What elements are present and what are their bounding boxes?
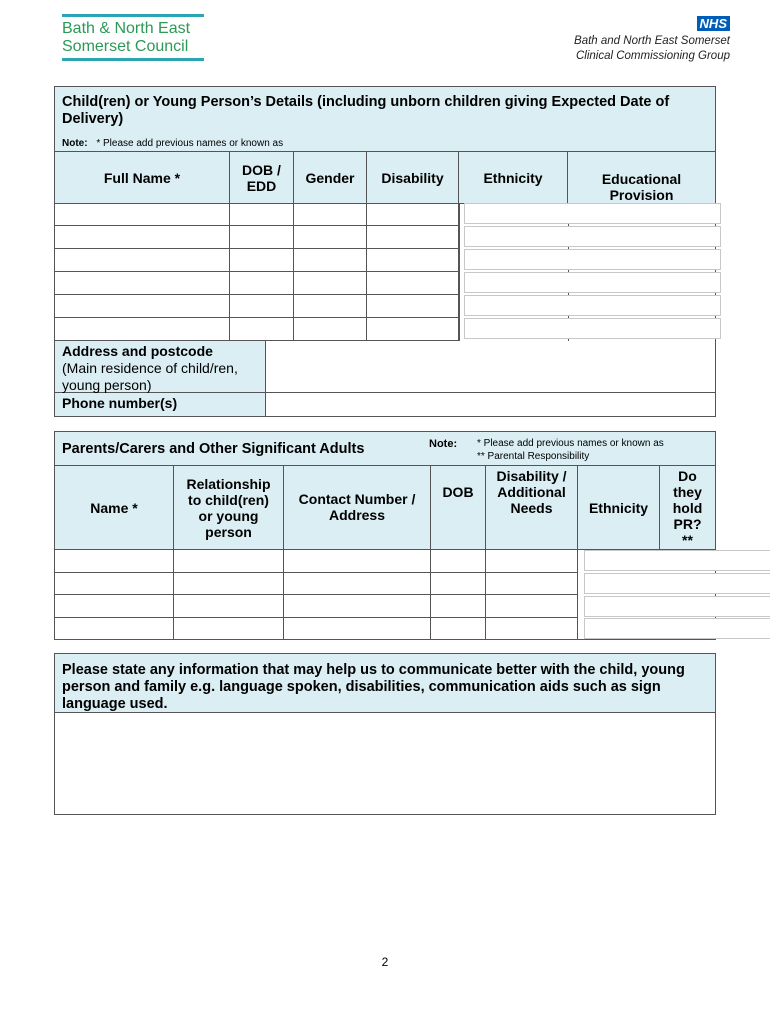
children-note-label: Note: [62, 138, 88, 149]
adult-row-1-name[interactable] [55, 550, 174, 573]
child-row-2-dob[interactable] [230, 226, 294, 249]
child-row-3-ethnicity-provision[interactable] [464, 249, 721, 270]
council-name-line2: Somerset Council [62, 38, 189, 55]
child-row-2-name[interactable] [55, 226, 230, 249]
address-label-bold: Address and postcode [62, 343, 213, 359]
col-full-name: Full Name * [55, 152, 230, 204]
communication-title: Please state any information that may help us to communicate better with the child, young person and family e.g. language spoken, disabilities, communication aids such as sign language used. [55, 654, 715, 713]
col-educational-provision: Educational Provision [568, 152, 715, 204]
children-note [62, 138, 283, 149]
child-row-4-gender[interactable] [294, 272, 367, 295]
page-number: 2 [381, 955, 389, 969]
council-logo [62, 14, 204, 61]
adult-row-4-relationship[interactable] [174, 618, 284, 639]
address-input[interactable] [266, 341, 715, 393]
child-row-3-disability[interactable] [367, 249, 459, 272]
adult-row-3-ethnicity-pr[interactable] [584, 596, 770, 617]
adult-row-2-ethnicity-pr[interactable] [584, 573, 770, 594]
child-row-2-disability[interactable] [367, 226, 459, 249]
child-row-2-ethnicity-provision[interactable] [464, 226, 721, 247]
child-row-1-ethnicity-provision[interactable] [464, 203, 721, 224]
phone-label: Phone number(s) [55, 393, 266, 416]
children-section-title: Child(ren) or Young Person’s Details (including unborn children giving Expected Date of Delivery) [62, 94, 670, 127]
child-row-4-dob[interactable] [230, 272, 294, 295]
parents-title-block [55, 432, 715, 466]
child-row-6-gender[interactable] [294, 318, 367, 341]
child-row-5-disability[interactable] [367, 295, 459, 318]
child-row-1-disability[interactable] [367, 204, 459, 226]
child-row-3-name[interactable] [55, 249, 230, 272]
adult-row-1-ethnicity-pr[interactable] [584, 550, 770, 571]
ccg-name [574, 34, 730, 64]
child-row-1-dob[interactable] [230, 204, 294, 226]
parents-note-label: Note: [429, 438, 458, 450]
communication-input[interactable] [55, 713, 715, 814]
parents-section-title: Parents/Carers and Other Significant Adults [62, 441, 365, 457]
child-row-2-gender[interactable] [294, 226, 367, 249]
col-gender: Gender [294, 152, 367, 204]
address-label-rest: (Main residence of child/ren, young person) [62, 360, 238, 393]
adult-row-4-ethnicity-pr[interactable] [584, 618, 770, 639]
adult-row-3-contact[interactable] [284, 595, 431, 618]
child-row-3-gender[interactable] [294, 249, 367, 272]
child-row-5-name[interactable] [55, 295, 230, 318]
adult-row-1-contact[interactable] [284, 550, 431, 573]
adult-row-4-dob[interactable] [431, 618, 486, 639]
child-row-6-dob[interactable] [230, 318, 294, 341]
adult-row-2-disability[interactable] [486, 573, 578, 595]
col-disability-needs: Disability / Additional Needs [486, 466, 578, 550]
children-note-text: * Please add previous names or known as [96, 138, 284, 149]
child-row-4-disability[interactable] [367, 272, 459, 295]
ethnicity-column-line [459, 204, 460, 341]
adult-row-4-name[interactable] [55, 618, 174, 639]
adult-row-1-disability[interactable] [486, 550, 578, 573]
council-name-line1: Bath & North East [62, 20, 191, 37]
child-row-3-dob[interactable] [230, 249, 294, 272]
communication-table [54, 653, 716, 815]
adult-row-1-relationship[interactable] [174, 550, 284, 573]
child-row-6-name[interactable] [55, 318, 230, 341]
child-row-1-name[interactable] [55, 204, 230, 226]
adult-row-3-disability[interactable] [486, 595, 578, 618]
adult-row-3-dob[interactable] [431, 595, 486, 618]
ccg-line1: Bath and North East Somerset [574, 35, 730, 47]
address-label [55, 341, 266, 393]
col-dob-edd: DOB / EDD [230, 152, 294, 204]
child-row-4-name[interactable] [55, 272, 230, 295]
adult-row-4-disability[interactable] [486, 618, 578, 639]
parent-ethnicity-column-line [577, 550, 578, 639]
col-contact: Contact Number / Address [284, 466, 431, 550]
children-title-block [55, 87, 715, 152]
adult-row-4-contact[interactable] [284, 618, 431, 639]
child-row-1-gender[interactable] [294, 204, 367, 226]
adult-row-2-contact[interactable] [284, 573, 431, 595]
col-hold-pr: Do they hold PR? ** [660, 466, 715, 550]
adult-row-3-name[interactable] [55, 595, 174, 618]
col-ethnicity: Ethnicity [459, 152, 568, 204]
col-disability: Disability [367, 152, 459, 204]
adult-row-1-dob[interactable] [431, 550, 486, 573]
col-dob: DOB [431, 466, 486, 550]
adult-row-2-name[interactable] [55, 573, 174, 595]
parents-note-line1: * Please add previous names or known as [477, 438, 664, 449]
child-row-5-dob[interactable] [230, 295, 294, 318]
phone-input[interactable] [266, 393, 715, 416]
adult-row-2-relationship[interactable] [174, 573, 284, 595]
col-parent-ethnicity: Ethnicity [578, 466, 660, 550]
child-row-4-ethnicity-provision[interactable] [464, 272, 721, 293]
adult-row-3-relationship[interactable] [174, 595, 284, 618]
ccg-line2: Clinical Commissioning Group [575, 50, 730, 62]
nhs-logo: NHS [697, 16, 730, 31]
child-row-5-ethnicity-provision[interactable] [464, 295, 721, 316]
parents-note-line2: ** Parental Responsibility [477, 451, 590, 462]
child-row-5-gender[interactable] [294, 295, 367, 318]
child-row-6-disability[interactable] [367, 318, 459, 341]
child-row-6-ethnicity-provision[interactable] [464, 318, 721, 339]
col-relationship: Relationship to child(ren) or young person [174, 466, 284, 550]
col-name: Name * [55, 466, 174, 550]
adult-row-2-dob[interactable] [431, 573, 486, 595]
